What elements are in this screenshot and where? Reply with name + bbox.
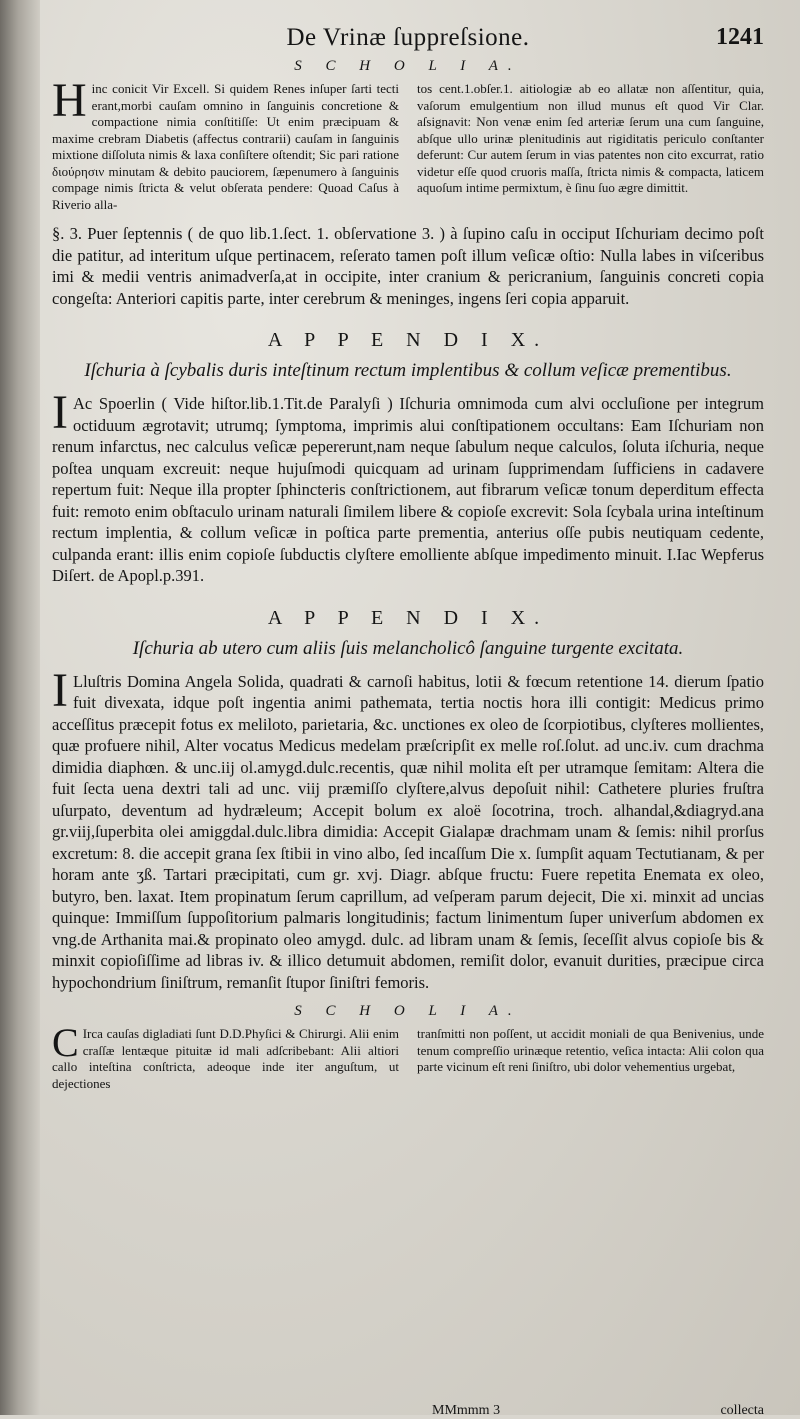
scholia-column-right: tranſmitti non poſſent, ut accidit moniali de qua Benivenius, unde tenum compreſſio urinæque retentio, veſica intacta: Alii colon qua parte vicinum eſt reni ſiniſtro, ubi dolor vehementius urgebat, (417, 1026, 764, 1074)
drop-cap: I (52, 663, 68, 717)
scholia-columns (52, 1020, 764, 1092)
appendix-text: Lluſtris Domina Angela Solida, quadrati & carnoſi habitus, lotii & fœcum retentione 14. dierum ſpatio fuit divexata, idque poſt ingentia animi pathemata, tertia noctis hora illi contigit: Medicus primo acceſſitus præcepit fotus ex meliloto, parietaria, &c. unctiones ex oleo de ſcorpiotibus, clyſteres mollientes, quæ profuere nihil, Alter vocatus Medicus medelam præſcripſit ex melle roſ.ſolut. ad unc.iv. cum drachma dimidia diaphœn. & unc.iij ol.amygd.dulc.recentis, quæ nihil molita eſt per utramque ſemitam: Altera die fuit ſecta uena dextri tali ad unc. viij præmiſſo clyſtere,alvus depoſuit nihil: Cathetere pluries fruſtra uſurpato, deventum ad hydræleum; Accepit bolum ex aloë ſocotrina, troch. alhandal,&diagryd.ana gr.viij,ſuperbita olei amiggdal.dulc.libra dimidia: Accepit Gialapæ drachmam unam & ſemis: nihil prorſus excretum: 8. die accepit grana ſex ſtibii in vino albo, ſed incaſſum Die x. ſumpſit aquam Tectutianam, & per horam ante ʒß. Tartari præcipitati, cum gr. xvj. Diagr. abſque fructu: Fuere repetita Enemata ex oleo, butyro, ben. laxat. Item propinatum ſerum caprillum, ad veſperam parum dejecit, Die xi. minxit ad uncias quinque: Immiſſum ſuppoſitorium palmaris longitudinis; factum linimentum ſuper univerſum abdomen ex vng.de Arthanita mai.& propinato oleo amygd. dulc. ad libram unam & ſemis, ſeceſſit alvus copioſe bis & minxit copioſiſſime ad libras iv. & illico detumuit abdomen, remiſit dolor, evanuit durities, præcipue circa hypochondrium ſiniſtrum, remanſit ſtupor ſiniſtri femoris. (52, 671, 764, 992)
book-binding-shadow (0, 0, 40, 1415)
scholia-heading: S C H O L I A. (294, 58, 522, 74)
drop-cap: I (52, 386, 68, 439)
page-header (52, 20, 764, 58)
appendix-subtitle: Iſchuria à ſcybalis duris inteſtinum rectum implentibus & collum veſicæ prementibus. (84, 360, 732, 381)
drop-cap: H (52, 74, 87, 127)
appendix-heading: A P P E N D I X. (267, 329, 549, 351)
scholia-columns (52, 74, 764, 213)
scholia-column-left (52, 74, 399, 213)
section-paragraph: §. 3. Puer ſeptennis ( de quo lib.1.ſect. 1. obſervatione 3. ) à ſupino caſu in occiput Iſchuriam decimo poſt die patitur, ad interitum uſque pertinacem, reſerato tamen poſt illum veſicæ oſtio: Nulla labes in viſceribus imi & medii ventris animadverſa,at in occipite, inter cranium & pericranium, ſanguinis concreti copia congeſta: Anteriori capitis parte, inter cerebrum & meninges, ingens ſeri copia apparuit. (52, 224, 764, 308)
appendix-text: Ac Spoerlin ( Vide hiſtor.lib.1.Tit.de Paralyſi ) Iſchuria omnimoda cum alvi occluſione per integrum octiduum ægrotavit; utrumq; ſymptoma, imprimis alui conſtipationem occultans: Eam Iſchuriam non renum infarctus, nec calculus veſicæ pepererunt,nam neque ſabulum neque calculos, ſoluta iſchuria, neque poſtea unquam excreuit: neque hujuſmodi quicquam ad urinam ſupprimendam ſufficiens in cadavere repertum fuit: Neque illa propter ſphincteris conſtrictionem, aut fibrarum veſicæ tonum deperditum effecta fuit: remoto enim obſtaculo urinam naturali ſimilem libere & copioſe excrevit: Sola ſcybala urina inteſtinum rectum implentia, & collum veſicæ in poſtica parte prementia, anterius oſſe pubis neutiquam cedente, culpanda erant: illis enim copioſe ſubductis clyſtere emolliente abſque impedimento minuit. I.Iac Wepferus Diſert. de Apopl.p.391. (52, 394, 764, 585)
appendix-heading: A P P E N D I X. (267, 606, 549, 629)
appendix-paragraph (52, 386, 764, 587)
page-number: 1241 (716, 24, 764, 50)
appendix-paragraph (52, 663, 764, 994)
scholia-heading: S C H O L I A. (294, 1003, 522, 1019)
scholia-left-text: inc conicit Vir Excell. Si quidem Renes inſuper ſarti tecti erant,morbi cauſam omnino in ſanguinis concretione & compactione nimia conſtitiſſe: Ut enim præcipuam & maxime crebram Diabetis (affectus contrarii) cauſam in ſanguinis mixtione diſſoluta nimis & laxa conſiſtere oſtendit; Sic pari ratione διούρησιν minutam & debito pauciorem, ſæpenumero à ſanguinis compage nimis ſtricta & velut obſerata pendere: Quoad Caſus à Riverio alla- (52, 81, 399, 212)
signature-mark: MMmmm 3 (432, 1403, 501, 1418)
running-head: De Vrinæ ſuppreſsione. (286, 24, 530, 51)
drop-cap: C (52, 1020, 79, 1065)
appendix-subtitle: Iſchuria ab utero cum aliis ſuis melancholicô ſanguine turgente excitata. (132, 637, 684, 659)
catchword: collecta (720, 1403, 764, 1418)
scholia-left-text: Irca cauſas digladiati ſunt D.D.Phyſici & Chirurgi. Alii enim craſſæ lentæque pituitæ id mali adſcribebant: Alii altiori callo inteſtina conſtricta, adeoque inde iter anguſtum, ut dejectiones (52, 1026, 399, 1091)
scholia-column-left (52, 1020, 399, 1092)
scholia-column-right: tos cent.1.obſer.1. aitiologiæ ab eo allatæ non aſſentitur, quia, vaſorum emulgentium non illud munus eſt quod Vir Clar. aſsignavit: Non venæ enim ſed arteriæ ſerum una cum ſanguine, abſque ullo urinæ plenitudinis aut rigiditatis periculo conſtanter deferunt: Cur autem ſerum in vias patentes non cito excurrat, ratio videtur eſſe quod cruoris maſſa, ſtricta nimis & compacta, laticem aquoſum intime permixtum, è ſinu ſuo ægre dimittit. (417, 81, 764, 195)
